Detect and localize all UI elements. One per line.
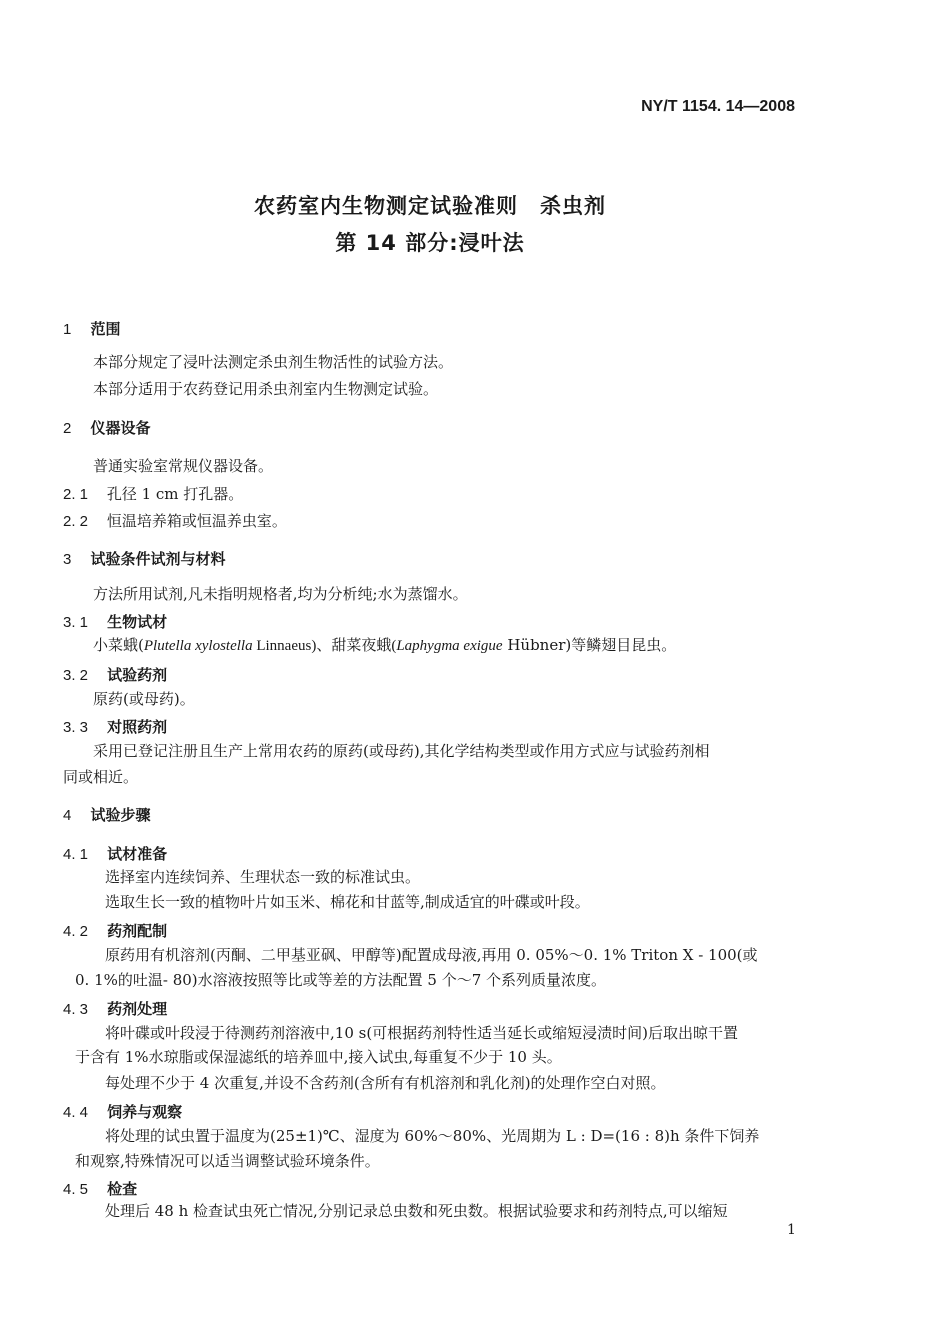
subsection-title: 生物试材 (107, 613, 168, 631)
subsection-number: 4. 3 (63, 1001, 89, 1018)
subsection-text: 孔径 1 cm 打孔器。 (106, 485, 244, 503)
subsection-4-1-heading (63, 843, 167, 864)
subsection-2-1 (63, 483, 243, 504)
subsection-number: 2. 2 (63, 513, 89, 530)
subsection-3-1-heading (63, 611, 167, 632)
subsection-number: 3. 2 (63, 667, 89, 684)
paragraph: 将叶碟或叶段浸于待测药剂溶液中,10 s(可根据药剂特性适当延长或缩短浸渍时间)后取出晾干置 (105, 1024, 739, 1042)
paragraph: 小菜蛾(Plutella xylostella Linnaeus)、甜菜夜蛾(Laphygma exigue Hübner)等鳞翅目昆虫。 (93, 636, 677, 654)
section-3-heading (63, 548, 225, 569)
paragraph: 方法所用试剂,凡未指明规格者,均为分析纯;水为蒸馏水。 (93, 585, 468, 603)
section-title: 试验步骤 (90, 806, 151, 824)
subsection-number: 4. 1 (63, 846, 89, 863)
paragraph: 本部分规定了浸叶法测定杀虫剂生物活性的试验方法。 (93, 353, 454, 371)
subsection-title: 试材准备 (107, 845, 168, 863)
paragraph: 0. 1%的吐温- 80)水溶液按照等比或等差的方法配置 5 个～7 个系列质量浓度。 (75, 971, 607, 989)
subsection-4-5-heading (63, 1178, 137, 1199)
subsection-3-2-heading (63, 664, 167, 685)
section-number: 4 (63, 807, 72, 824)
subsection-number: 3. 3 (63, 719, 89, 736)
subsection-number: 4. 4 (63, 1104, 89, 1121)
paragraph: 本部分适用于农药登记用杀虫剂室内生物测定试验。 (93, 380, 439, 398)
page-number: 1 (787, 1222, 796, 1238)
subsection-4-4-heading (63, 1101, 182, 1122)
paragraph: 选取生长一致的植物叶片如玉米、棉花和甘蓝等,制成适宜的叶碟或叶段。 (105, 893, 590, 911)
document-title-line1: 农药室内生物测定试验准则 杀虫剂 (254, 194, 606, 218)
paragraph: 于含有 1%水琼脂或保湿滤纸的培养皿中,接入试虫,每重复不少于 10 头。 (75, 1048, 562, 1066)
paragraph: 和观察,特殊情况可以适当调整试验环境条件。 (75, 1152, 380, 1170)
section-number: 3 (63, 551, 72, 568)
subsection-title: 药剂配制 (107, 922, 168, 940)
paragraph: 普通实验室常规仪器设备。 (93, 457, 274, 475)
section-title: 仪器设备 (90, 419, 151, 437)
paragraph: 原药(或母药)。 (93, 690, 195, 708)
subsection-title: 饲养与观察 (107, 1103, 183, 1121)
subsection-title: 药剂处理 (107, 1000, 168, 1018)
subsection-number: 4. 2 (63, 923, 89, 940)
section-2-heading (63, 417, 150, 438)
subsection-title: 试验药剂 (107, 666, 168, 684)
standard-number: NY/T 1154. 14—2008 (641, 98, 795, 115)
subsection-3-3-heading (63, 716, 167, 737)
section-number: 1 (63, 321, 72, 338)
section-number: 2 (63, 420, 72, 437)
document-title-line2: 第 14 部分:浸叶法 (335, 231, 525, 255)
subsection-title: 检查 (107, 1180, 138, 1198)
paragraph: 同或相近。 (63, 768, 139, 786)
section-4-heading (63, 804, 150, 825)
paragraph: 采用已登记注册且生产上常用农药的原药(或母药),其化学结构类型或作用方式应与试验药剂相 (93, 742, 710, 760)
paragraph: 原药用有机溶剂(丙酮、二甲基亚砜、甲醇等)配置成母液,再用 0. 05%～0. 1% Triton X - 100(或 (105, 946, 758, 964)
paragraph: 将处理的试虫置于温度为(25±1)℃、湿度为 60%～80%、光周期为 L : D=(16 : 8)h 条件下饲养 (105, 1127, 760, 1145)
subsection-2-2 (63, 510, 287, 531)
section-title: 范围 (90, 320, 121, 338)
subsection-number: 2. 1 (63, 486, 89, 503)
subsection-number: 3. 1 (63, 614, 89, 631)
subsection-title: 对照药剂 (107, 718, 168, 736)
subsection-text: 恒温培养箱或恒温养虫室。 (106, 512, 287, 530)
section-1-heading (63, 318, 120, 339)
subsection-4-3-heading (63, 998, 167, 1019)
section-title: 试验条件试剂与材料 (90, 550, 226, 568)
paragraph: 每处理不少于 4 次重复,并设不含药剂(含所有有机溶剂和乳化剂)的处理作空白对照。 (105, 1074, 666, 1092)
subsection-4-2-heading (63, 920, 167, 941)
paragraph: 处理后 48 h 检查试虫死亡情况,分别记录总虫数和死虫数。根据试验要求和药剂特点,可以缩短 (105, 1202, 728, 1220)
paragraph: 选择室内连续饲养、生理状态一致的标准试虫。 (105, 868, 421, 886)
subsection-number: 4. 5 (63, 1181, 89, 1198)
